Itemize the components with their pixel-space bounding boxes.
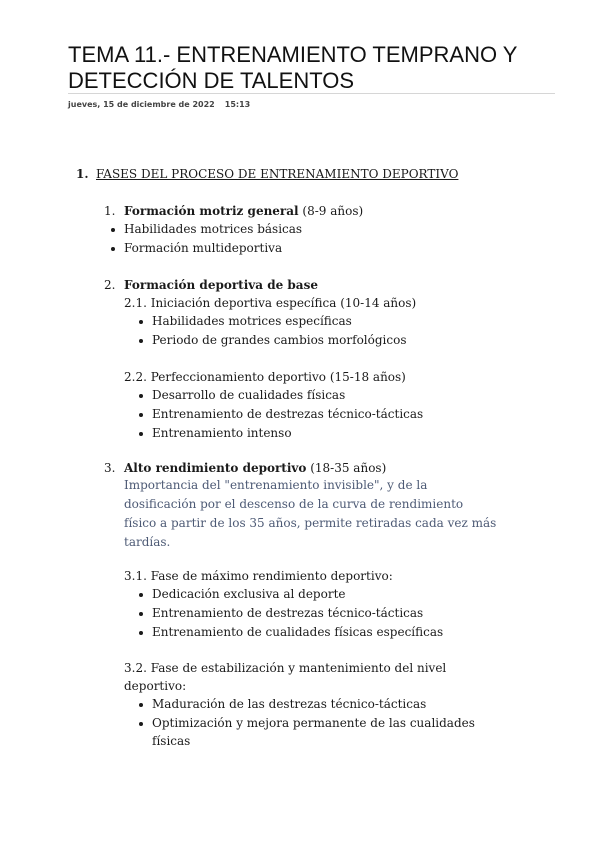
title-divider — [68, 93, 555, 94]
list-item: Dedicación exclusiva al deporte — [152, 587, 346, 601]
date-text: jueves, 15 de diciembre de 2022 — [68, 100, 215, 109]
subphase-2-2-label: 2.2. Perfeccionamiento deportivo (15-18 años) — [124, 370, 406, 384]
note-line: físico a partir de los 35 años, permite retiradas cada vez más — [124, 516, 497, 530]
list-item: Habilidades motrices básicas — [124, 222, 303, 236]
bullet-icon — [139, 339, 143, 343]
bullet-icon — [139, 631, 143, 635]
list-item: Entrenamiento de destrezas técnico-tácticas — [152, 606, 424, 620]
list-item: Entrenamiento intenso — [152, 426, 292, 440]
subphase-3-2-label: 3.2. Fase de estabilización y mantenimiento del nivel — [124, 661, 447, 675]
phase-2-number: 2. — [104, 278, 116, 292]
bullet-icon — [139, 394, 143, 398]
bullet-icon — [139, 703, 143, 707]
bullet-icon — [111, 247, 115, 251]
subphase-3-2-label-cont: deportivo: — [124, 679, 187, 693]
phase-1-number: 1. — [104, 204, 116, 218]
list-item: Entrenamiento de cualidades físicas específicas — [152, 625, 444, 639]
list-item: Maduración de las destrezas técnico-tácticas — [152, 697, 427, 711]
list-item: Periodo de grandes cambios morfológicos — [152, 333, 407, 347]
bullet-icon — [139, 320, 143, 324]
section-heading: FASES DEL PROCESO DE ENTRENAMIENTO DEPORTIVO — [96, 167, 459, 181]
list-item: Formación multideportiva — [124, 241, 283, 255]
bullet-icon — [139, 722, 143, 726]
phase-3-heading — [124, 460, 386, 476]
note-line: dosificación por el descenso de la curva de rendimiento — [124, 497, 464, 511]
list-item: Entrenamiento de destrezas técnico-tácticas — [152, 407, 424, 421]
subphase-2-1-label: 2.1. Iniciación deportiva específica (10-14 años) — [124, 296, 417, 310]
section-number: 1. — [76, 167, 89, 181]
list-item: Habilidades motrices específicas — [152, 314, 352, 328]
bullet-icon — [111, 228, 115, 232]
subphase-3-1-label: 3.1. Fase de máximo rendimiento deportivo: — [124, 569, 393, 583]
phase-3-age: (18-35 años) — [310, 461, 387, 475]
bullet-icon — [139, 413, 143, 417]
phase-1-age: (8-9 años) — [302, 204, 364, 218]
phase-3-title: Alto rendimiento deportivo — [124, 461, 307, 475]
list-item: Optimización y mejora permanente de las cualidades — [152, 716, 475, 730]
bullet-icon — [139, 593, 143, 597]
phase-3-number: 3. — [104, 461, 116, 475]
time-text: 15:13 — [224, 100, 251, 109]
list-item: Desarrollo de cualidades físicas — [152, 388, 346, 402]
page-title: TEMA 11.- ENTRENAMIENTO TEMPRANO Y DETECCIÓN DE TALENTOS — [68, 42, 518, 93]
phase-2-title: Formación deportiva de base — [124, 278, 318, 292]
bullet-icon — [139, 432, 143, 436]
note-line: Importancia del "entrenamiento invisible", y de la — [124, 478, 428, 492]
timestamp — [68, 100, 250, 109]
list-item-cont: físicas — [152, 734, 191, 748]
note-line: tardías. — [124, 535, 171, 549]
phase-1-heading — [124, 203, 363, 219]
bullet-icon — [139, 612, 143, 616]
phase-1-title: Formación motriz general — [124, 204, 299, 218]
